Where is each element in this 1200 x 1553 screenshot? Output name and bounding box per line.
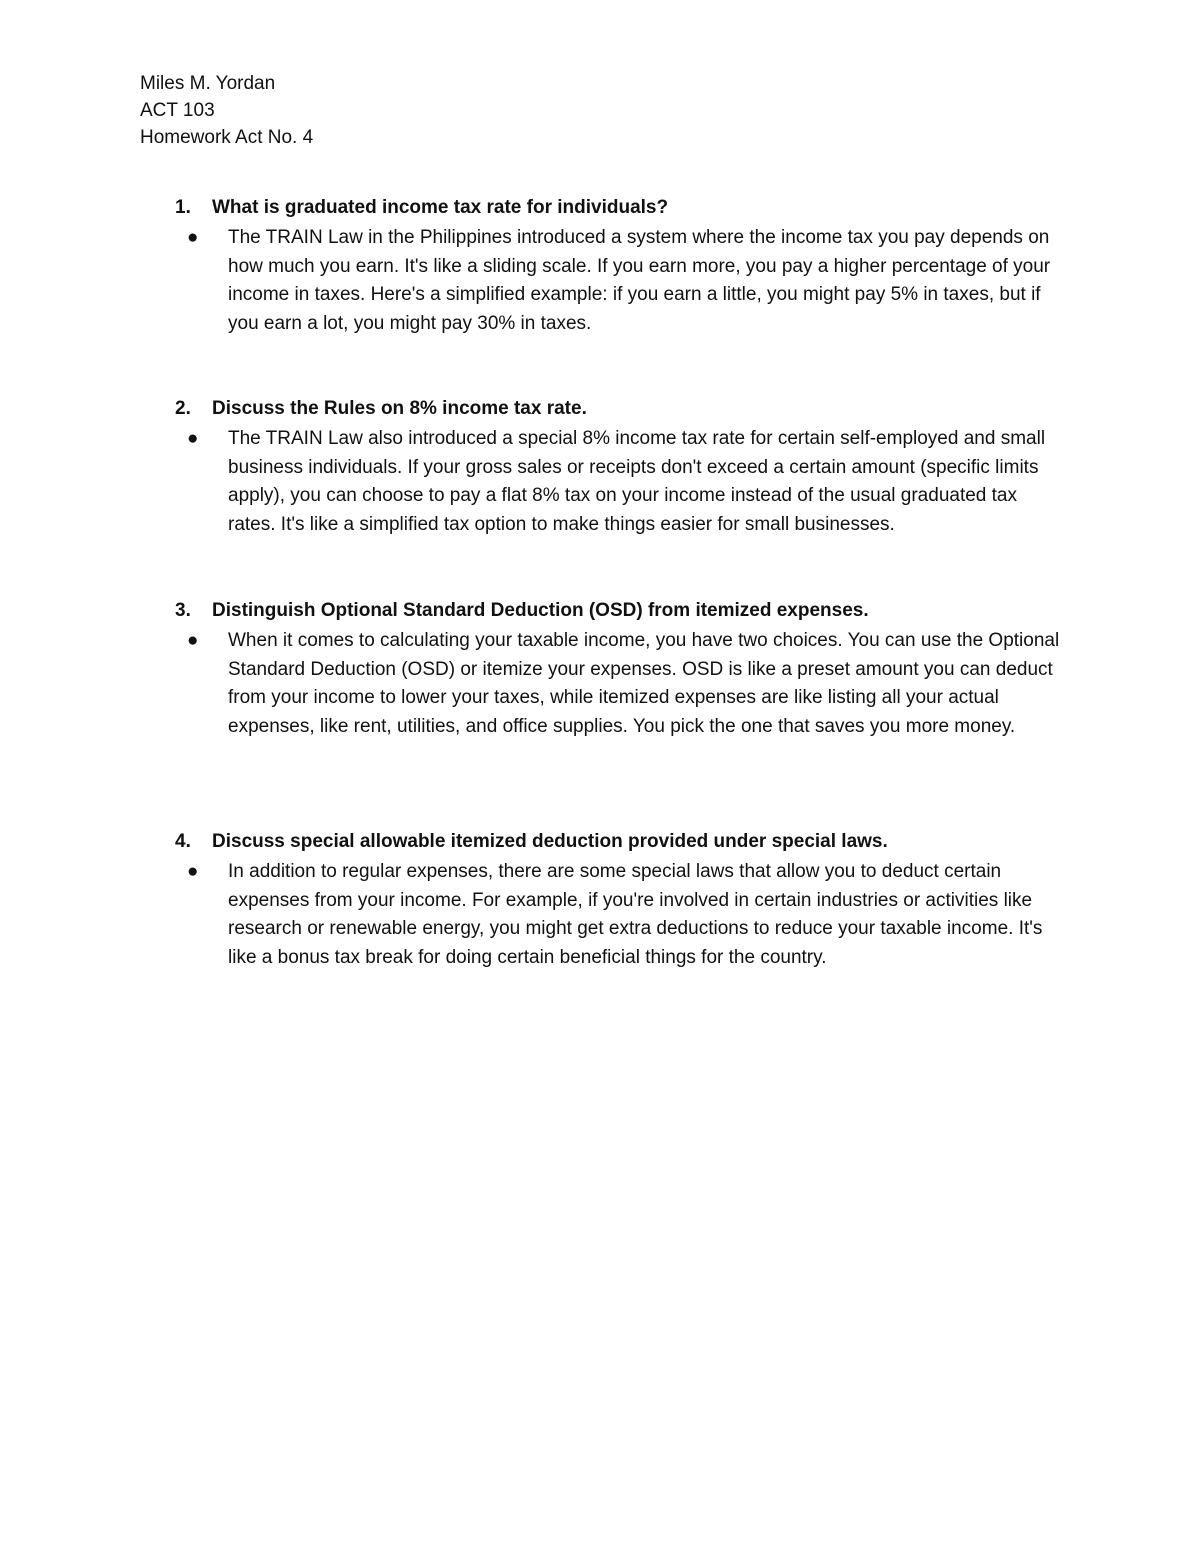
answer-item <box>140 627 1060 741</box>
question-2 <box>140 395 1060 539</box>
bullet-icon: ● <box>187 227 199 248</box>
answer-item <box>140 425 1060 539</box>
course-code: ACT 103 <box>140 100 215 121</box>
bullet-icon: ● <box>187 630 199 651</box>
assignment-title: Homework Act No. 4 <box>140 127 314 148</box>
question-title <box>140 395 1060 423</box>
answer-text: In addition to regular expenses, there are some special laws that allow you to deduct certain expenses from your income. For example, if you're involved in certain industries or activities like research or renewable energy, you might get extra deductions to reduce your taxable income. It's like a bonus tax break for doing certain beneficial things for the country. <box>228 861 1043 968</box>
question-title <box>140 828 1060 856</box>
question-3 <box>140 597 1060 741</box>
answer-text: When it comes to calculating your taxable income, you have two choices. You can use the Optional Standard Deduction (OSD) or itemize your expenses. OSD is like a preset amount you can deduct from your income to lower your taxes, while itemized expenses are like listing all your actual expenses, like rent, utilities, and office supplies. You pick the one that saves you more money. <box>228 630 1060 737</box>
student-name: Miles M. Yordan <box>140 73 276 94</box>
question-number: 2. <box>175 398 191 419</box>
question-text: Discuss the Rules on 8% income tax rate. <box>212 398 587 419</box>
question-number: 1. <box>175 197 191 218</box>
question-1 <box>140 194 1060 338</box>
answer-item <box>140 224 1060 338</box>
answer-text: The TRAIN Law in the Philippines introduced a system where the income tax you pay depends on how much you earn. It's like a sliding scale. If you earn more, you pay a higher percentage of your income in taxes. Here's a simplified example: if you earn a little, you might pay 5% in taxes, but if you earn a lot, you might pay 30% in taxes. <box>228 227 1051 334</box>
question-title <box>140 194 1060 222</box>
document-header <box>140 70 313 151</box>
bullet-icon: ● <box>187 428 199 449</box>
question-text: What is graduated income tax rate for individuals? <box>212 197 669 218</box>
answer-text: The TRAIN Law also introduced a special 8% income tax rate for certain self-employed and small business individuals. If your gross sales or receipts don't exceed a certain amount (specific limits apply), you can choose to pay a flat 8% tax on your income instead of the usual graduated tax rates. It's like a simplified tax option to make things easier for small businesses. <box>228 428 1046 535</box>
question-title <box>140 597 1060 625</box>
question-number: 3. <box>175 600 191 621</box>
question-text: Distinguish Optional Standard Deduction (OSD) from itemized expenses. <box>212 600 869 621</box>
question-text: Discuss special allowable itemized deduction provided under special laws. <box>212 831 888 852</box>
bullet-icon: ● <box>187 861 199 882</box>
question-4 <box>140 828 1060 972</box>
question-number: 4. <box>175 831 191 852</box>
answer-item <box>140 858 1060 972</box>
